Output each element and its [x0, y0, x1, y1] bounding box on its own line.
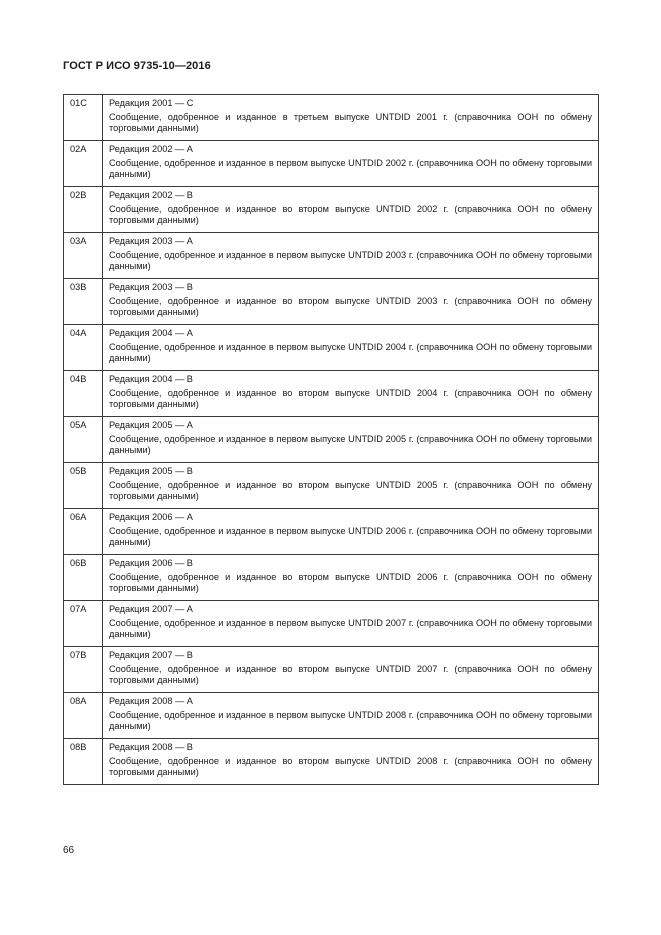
release-text: Сообщение, одобренное и изданное в первом выпуске UNTDID 2007 г. (справочника ООН по обмену торговыми данными)	[109, 617, 592, 640]
release-text: Сообщение, одобренное и изданное во втором выпуске UNTDID 2007 г. (справочника ООН по обмену торговыми данными)	[109, 663, 592, 686]
release-text: Сообщение, одобренное и изданное в первом выпуске UNTDID 2008 г. (справочника ООН по обмену торговыми данными)	[109, 709, 592, 732]
release-description-cell	[103, 325, 599, 371]
table-row	[64, 693, 599, 739]
release-code-cell: 03B	[64, 279, 103, 325]
table-row	[64, 417, 599, 463]
release-title: Редакция 2008 — B	[109, 742, 193, 752]
release-description-cell	[103, 509, 599, 555]
release-title: Редакция 2004 — A	[109, 328, 193, 338]
release-codes-table-body	[64, 95, 599, 785]
release-description-cell	[103, 693, 599, 739]
release-description-cell	[103, 95, 599, 141]
release-codes-table	[63, 94, 599, 785]
release-title: Редакция 2005 — A	[109, 420, 193, 430]
release-code-cell: 03A	[64, 233, 103, 279]
table-row	[64, 141, 599, 187]
release-text: Сообщение, одобренное и изданное во втором выпуске UNTDID 2006 г. (справочника ООН по обмену торговыми данными)	[109, 571, 592, 594]
table-row	[64, 325, 599, 371]
release-description-cell	[103, 233, 599, 279]
release-description-cell	[103, 141, 599, 187]
release-description-cell	[103, 371, 599, 417]
release-text: Сообщение, одобренное и изданное в первом выпуске UNTDID 2005 г. (справочника ООН по обмену торговыми данными)	[109, 433, 592, 456]
release-code-cell: 02B	[64, 187, 103, 233]
release-code-cell: 07B	[64, 647, 103, 693]
release-title: Редакция 2008 — A	[109, 696, 193, 706]
table-row	[64, 95, 599, 141]
release-description-cell	[103, 601, 599, 647]
release-title: Редакция 2005 — B	[109, 466, 193, 476]
table-row	[64, 647, 599, 693]
release-description-cell	[103, 417, 599, 463]
release-title: Редакция 2007 — A	[109, 604, 193, 614]
release-code-cell: 02A	[64, 141, 103, 187]
release-text: Сообщение, одобренное и изданное в первом выпуске UNTDID 2002 г. (справочника ООН по обмену торговыми данными)	[109, 157, 592, 180]
table-row	[64, 555, 599, 601]
release-title: Редакция 2004 — B	[109, 374, 193, 384]
release-text: Сообщение, одобренное и изданное во втором выпуске UNTDID 2004 г. (справочника ООН по обмену торговыми данными)	[109, 387, 592, 410]
release-code-cell: 01C	[64, 95, 103, 141]
table-row	[64, 371, 599, 417]
table-row	[64, 233, 599, 279]
release-description-cell	[103, 279, 599, 325]
release-description-cell	[103, 463, 599, 509]
table-row	[64, 187, 599, 233]
release-description-cell	[103, 555, 599, 601]
release-text: Сообщение, одобренное и изданное в первом выпуске UNTDID 2006 г. (справочника ООН по обмену торговыми данными)	[109, 525, 592, 548]
release-title: Редакция 2002 — B	[109, 190, 193, 200]
release-text: Сообщение, одобренное и изданное в третьем выпуске UNTDID 2001 г. (справочника ООН по обмену торговыми данными)	[109, 111, 592, 134]
release-code-cell: 06A	[64, 509, 103, 555]
release-code-cell: 07A	[64, 601, 103, 647]
release-title: Редакция 2006 — B	[109, 558, 193, 568]
release-code-cell: 05A	[64, 417, 103, 463]
release-text: Сообщение, одобренное и изданное во втором выпуске UNTDID 2005 г. (справочника ООН по обмену торговыми данными)	[109, 479, 592, 502]
release-text: Сообщение, одобренное и изданное во втором выпуске UNTDID 2002 г. (справочника ООН по обмену торговыми данными)	[109, 203, 592, 226]
document-header: ГОСТ Р ИСО 9735-10—2016	[63, 60, 211, 72]
table-row	[64, 463, 599, 509]
release-code-cell: 04B	[64, 371, 103, 417]
release-code-cell: 04A	[64, 325, 103, 371]
release-text: Сообщение, одобренное и изданное во втором выпуске UNTDID 2003 г. (справочника ООН по обмену торговыми данными)	[109, 295, 592, 318]
table-row	[64, 601, 599, 647]
release-title: Редакция 2002 — A	[109, 144, 193, 154]
release-description-cell	[103, 187, 599, 233]
release-text: Сообщение, одобренное и изданное в первом выпуске UNTDID 2003 г. (справочника ООН по обмену торговыми данными)	[109, 249, 592, 272]
release-title: Редакция 2003 — B	[109, 282, 193, 292]
release-title: Редакция 2001 — C	[109, 98, 194, 108]
release-text: Сообщение, одобренное и изданное в первом выпуске UNTDID 2004 г. (справочника ООН по обмену торговыми данными)	[109, 341, 592, 364]
release-code-cell: 06B	[64, 555, 103, 601]
release-code-cell: 08B	[64, 739, 103, 785]
release-title: Редакция 2007 — B	[109, 650, 193, 660]
table-row	[64, 279, 599, 325]
table-row	[64, 739, 599, 785]
release-code-cell: 05B	[64, 463, 103, 509]
release-description-cell	[103, 647, 599, 693]
table-row	[64, 509, 599, 555]
release-title: Редакция 2006 — A	[109, 512, 193, 522]
release-description-cell	[103, 739, 599, 785]
release-code-cell: 08A	[64, 693, 103, 739]
release-text: Сообщение, одобренное и изданное во втором выпуске UNTDID 2008 г. (справочника ООН по обмену торговыми данными)	[109, 755, 592, 778]
page-number: 66	[63, 845, 75, 856]
release-title: Редакция 2003 — A	[109, 236, 193, 246]
